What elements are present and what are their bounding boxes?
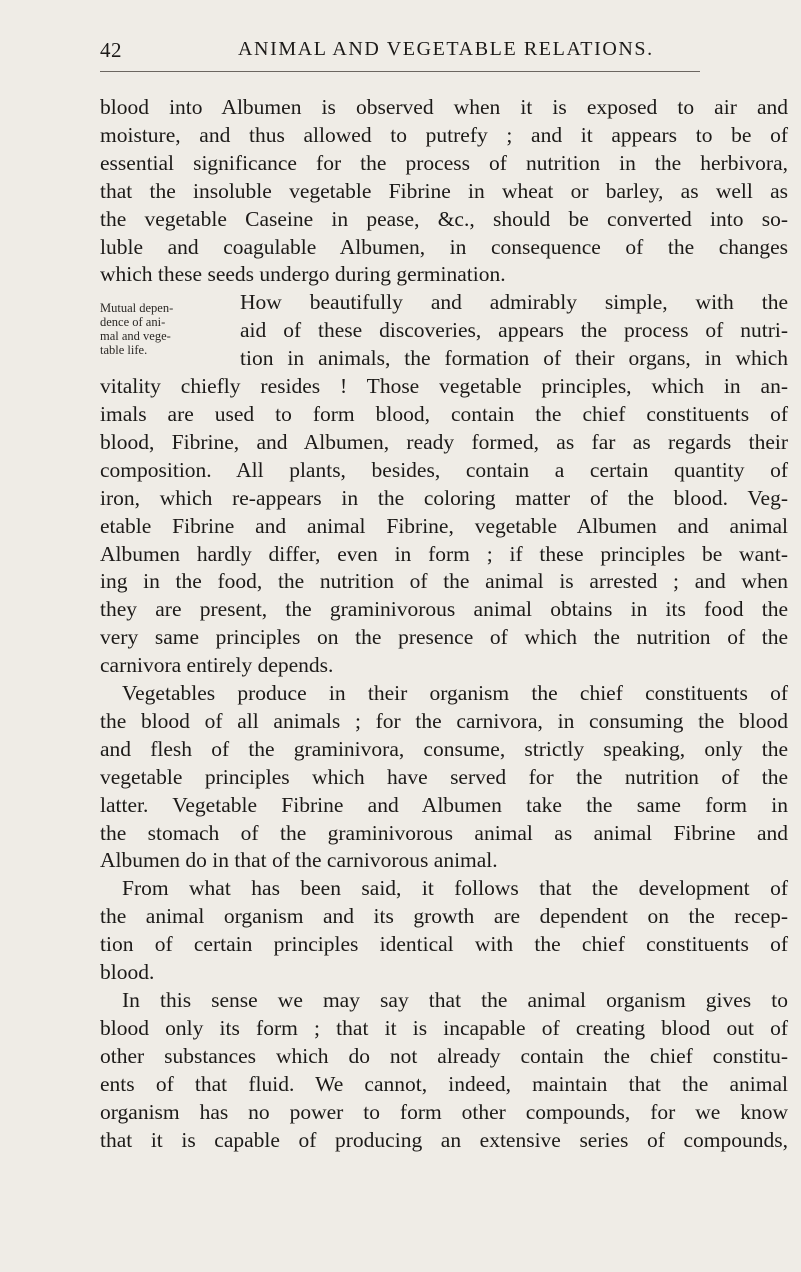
paragraph-3 [100,680,788,875]
text-line: they are present, the graminivorous animal obtains in its food the [100,597,788,622]
text-line: tion of certain principles identical with the chief constituents of [100,932,788,957]
paragraph-1 [100,94,788,289]
text-line: very same principles on the presence of which the nutrition of the [100,625,788,650]
text-line: How beautifully and admirably simple, with the [240,290,788,315]
paragraph-4 [100,875,788,987]
text-line: blood into Albumen is observed when it is exposed to air and [100,95,788,119]
text-line: the stomach of the graminivorous animal as animal Fibrine and [100,820,788,845]
text-line: the vegetable Caseine in pease, &c., should be converted into so- [100,206,788,231]
text-line: vegetable principles which have served for the nutrition of the [100,764,788,789]
text-line: Vegetables produce in their organism the chief constituents of [122,681,788,706]
text-line: imals are used to form blood, contain the chief constituents of [100,401,788,426]
margin-note-line: mal and vege- [100,329,171,343]
text-line: From what has been said, it follows that the development of [122,876,788,901]
text-line: composition. All plants, besides, contain a certain quantity of [100,457,788,482]
text-line: Albumen do in that of the carnivorous animal. [100,848,498,873]
text-line: essential significance for the process of nutrition in the herbivora, [100,150,788,175]
margin-note-line: dence of ani- [100,315,166,329]
text-line: the animal organism and its growth are dependent on the recep- [100,904,788,929]
text-line: moisture, and thus allowed to putrefy ; and it appears to be of [100,122,788,147]
text-line: tion in animals, the formation of their organs, in which [240,346,788,371]
margin-note-line: table life. [100,343,148,357]
text-line: carnivora entirely depends. [100,653,334,678]
text-line: that it is capable of producing an extensive series of compounds, [100,1127,788,1152]
text-line: that the insoluble vegetable Fibrine in wheat or barley, as well as [100,178,788,203]
text-line: blood only its form ; that it is incapable of creating blood out of [100,1015,788,1040]
running-head [100,38,690,68]
text-line: blood, Fibrine, and Albumen, ready formed, as far as regards their [100,429,788,454]
text-line: aid of these discoveries, appears the process of nutri- [240,318,788,343]
text-line: iron, which re-appears in the coloring matter of the blood. Veg- [100,485,788,510]
text-line: and flesh of the graminivora, consume, strictly speaking, only the [100,736,788,761]
text-line: which these seeds undergo during germination. [100,262,506,287]
paragraph-5 [100,987,788,1154]
margin-note-line: Mutual depen- [100,301,174,315]
paragraph-2 [100,289,788,680]
text-line: etable Fibrine and animal Fibrine, vegetable Albumen and animal [100,513,788,538]
text-line: luble and coagulable Albumen, in consequence of the changes [100,234,788,259]
text-line: ing in the food, the nutrition of the animal is arrested ; and when [100,569,788,594]
text-line: vitality chiefly resides ! Those vegetable principles, which in an- [100,374,788,399]
text-line: ents of that fluid. We cannot, indeed, maintain that the animal [100,1071,788,1096]
page-number: 42 [100,38,122,62]
running-title: ANIMAL AND VEGETABLE RELATIONS. [238,38,654,60]
text-line: organism has no power to form other compounds, for we know [100,1099,788,1124]
text-line: other substances which do not already contain the chief constitu- [100,1043,788,1068]
body-text [100,94,788,1154]
text-line: latter. Vegetable Fibrine and Albumen take the same form in [100,792,788,817]
header-rule [100,71,700,72]
text-line: the blood of all animals ; for the carnivora, in consuming the blood [100,708,788,733]
text-line: Albumen hardly differ, even in form ; if these principles be want- [100,541,788,566]
text-line: blood. [100,960,155,985]
text-line: In this sense we may say that the animal organism gives to [122,988,788,1012]
